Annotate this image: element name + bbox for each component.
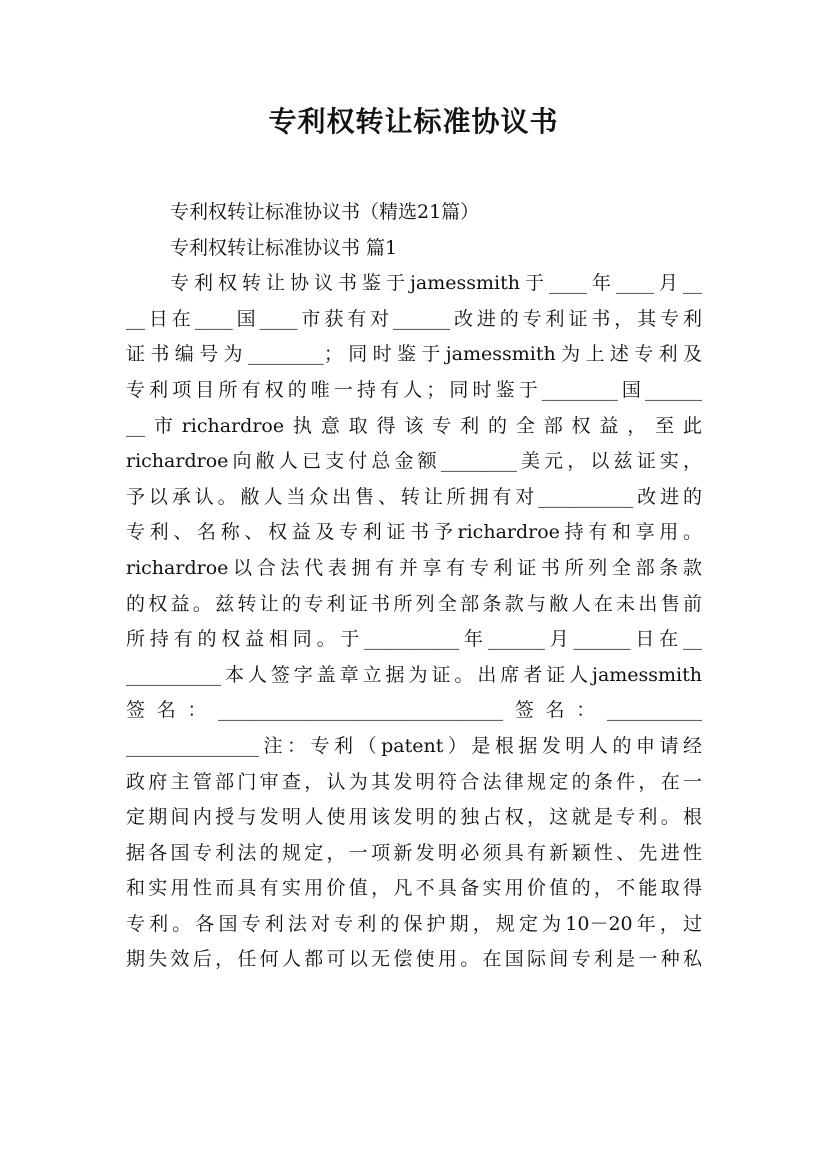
paragraph-line: richardroe以合法代表拥有并享有专利证书所列全部条款 <box>126 556 702 579</box>
document-title: 专利权转让标准协议书 <box>268 105 559 138</box>
paragraph-line: 专利、名称、权益及专利证书予richardroe持有和享用。 <box>126 521 702 544</box>
paragraph-line: __市richardroe执意取得该专利的全部权益，至此 <box>126 414 702 437</box>
paragraph-line: __________本人签字盖章立据为证。出席者证人jamessmith <box>126 663 702 686</box>
paragraph-line: 专利权转让协议书鉴于jamessmith于____年____月__ <box>170 272 702 295</box>
paragraph-line: 所持有的权益相同。于__________年______月______日在__ <box>126 628 702 651</box>
paragraph-line: __日在____国____市获有对______改进的专利证书，其专利 <box>126 307 702 330</box>
paragraph-line: 据各国专利法的规定，一项新发明必须具有新颖性、先进性 <box>126 841 702 864</box>
paragraph-line: ______________注：专利（patent）是根据发明人的申请经 <box>126 734 702 757</box>
paragraph-line: 专利权转让标准协议书（精选21篇） <box>170 201 480 223</box>
paragraph-line: richardroe向敝人已支付总金额________美元，以兹证实， <box>126 450 702 473</box>
document-body <box>126 195 702 978</box>
paragraph-line: 予以承认。敝人当众出售、转让所拥有对__________改进的 <box>126 485 702 508</box>
paragraph-line: 签名：______________________________签名：__________ <box>126 699 702 722</box>
paragraph-line: 期失效后，任何人都可以无偿使用。在国际间专利是一种私 <box>126 948 702 971</box>
paragraph-line: 政府主管部门审查，认为其发明符合法律规定的条件，在一 <box>126 770 702 793</box>
paragraph-line: 的权益。兹转让的专利证书所列全部条款与敝人在未出售前 <box>126 592 702 615</box>
paragraph-line: 专利。各国专利法对专利的保护期，规定为10－20年，过 <box>126 912 702 935</box>
paragraph-line: 证书编号为________；同时鉴于jamessmith为上述专利及 <box>126 343 702 366</box>
paragraph-line: 专利权转让标准协议书 篇1 <box>170 236 398 259</box>
paragraph-line: 专利项目所有权的唯一持有人；同时鉴于________国______ <box>126 378 702 401</box>
paragraph-line: 定期间内授与发明人使用该发明的独占权，这就是专利。根 <box>126 806 702 829</box>
paragraph-line: 和实用性而具有实用价值，凡不具备实用价值的，不能取得 <box>126 877 702 900</box>
